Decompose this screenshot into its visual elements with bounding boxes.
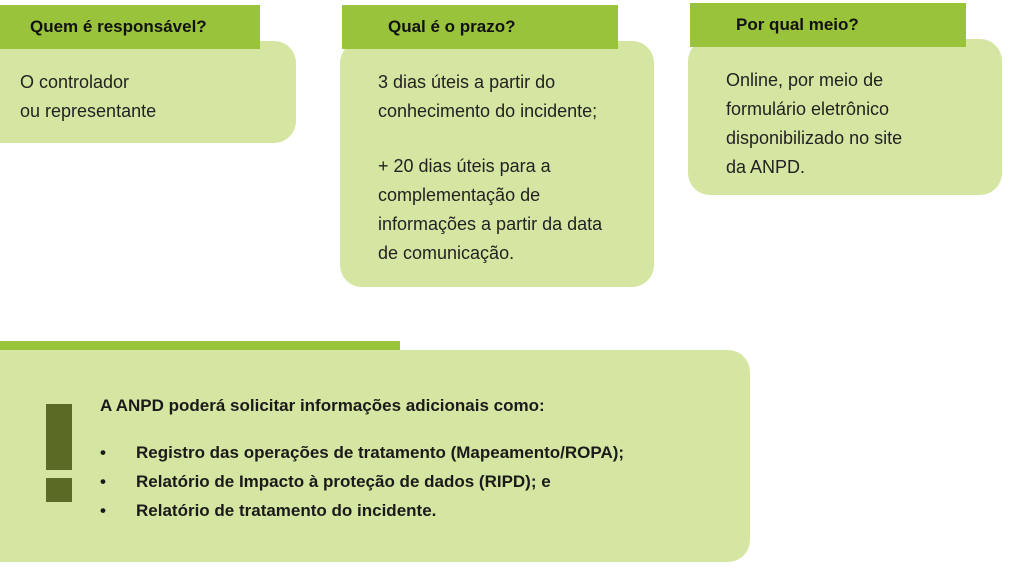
list-item: [100, 496, 740, 525]
deadline-line: conhecimento do incidente;: [378, 101, 598, 121]
channel-line: formulário eletrônico: [726, 99, 890, 119]
deadline-line: + 20 dias úteis para a: [378, 156, 551, 176]
bullet-icon: •: [100, 443, 106, 462]
list-item-text: Relatório de tratamento do incidente.: [136, 501, 437, 520]
bullet-icon: •: [100, 501, 106, 520]
deadline-line: de comunicação.: [378, 243, 515, 263]
list-item: [100, 467, 740, 496]
responsible-tag-label: Quem é responsável?: [30, 17, 207, 36]
list-item-text: Relatório de Impacto à proteção de dados (RIPD); e: [136, 472, 551, 491]
responsible-line: O controlador: [20, 72, 130, 92]
channel-tag: [690, 3, 966, 47]
channel-line: disponibilizado no site: [726, 128, 903, 148]
channel-tag-label: Por qual meio?: [736, 15, 859, 34]
list-item: [100, 438, 740, 467]
responsible-tag: [0, 5, 260, 49]
notice-heading: A ANPD poderá solicitar informações adicionais como:: [100, 396, 545, 415]
deadline-line: 3 dias úteis a partir do: [378, 72, 556, 92]
deadline-line: complementação de: [378, 185, 541, 205]
channel-text: [726, 66, 986, 182]
deadline-text: [378, 68, 648, 268]
channel-line: Online, por meio de: [726, 70, 884, 90]
channel-line: da ANPD.: [726, 157, 806, 177]
notice-list: [100, 438, 740, 525]
deadline-tag-label: Qual é o prazo?: [388, 17, 516, 36]
list-item-text: Registro das operações de tratamento (Mapeamento/ROPA);: [136, 443, 625, 462]
deadline-tag: [342, 5, 618, 49]
responsible-text: [20, 68, 280, 126]
responsible-line: ou representante: [20, 101, 157, 121]
notice-text: [100, 392, 740, 525]
exclamation-icon: [46, 404, 72, 502]
bullet-icon: •: [100, 472, 106, 491]
deadline-line: informações a partir da data: [378, 214, 603, 234]
